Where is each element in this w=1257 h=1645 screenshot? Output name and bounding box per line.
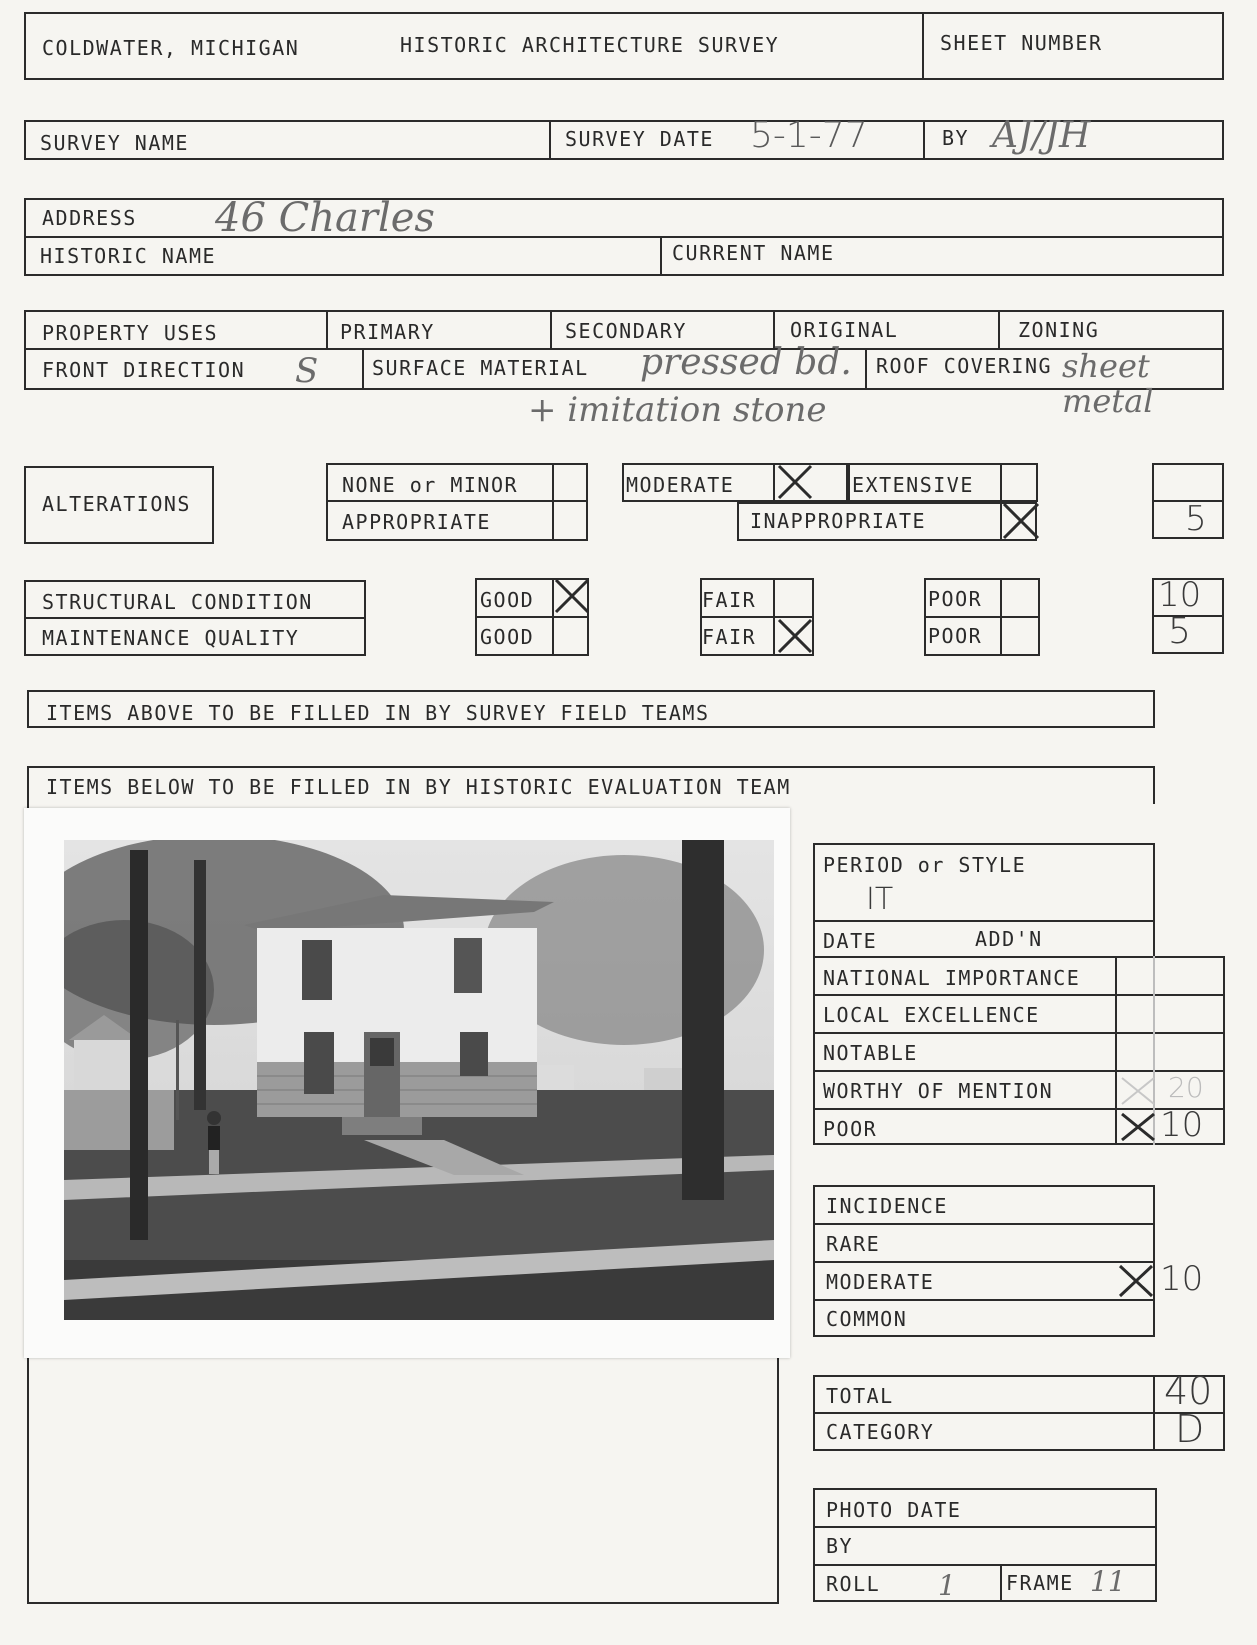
structural-label: STRUCTURAL CONDITION — [42, 590, 313, 614]
note-below: ITEMS BELOW TO BE FILLED IN BY HISTORIC EVALUATION TEAM — [46, 775, 791, 799]
inc-row-1 — [813, 1223, 1155, 1225]
maintenance-fair-check-mark[interactable] — [775, 616, 815, 656]
poor-check-div — [1000, 578, 1002, 656]
roof-covering-label: ROOF COVERING — [876, 354, 1053, 378]
roll-value[interactable]: 1 — [938, 1569, 956, 1602]
category-value[interactable]: D — [1175, 1407, 1205, 1451]
none-minor-row-divider — [326, 500, 588, 502]
front-direction-label: FRONT DIRECTION — [42, 358, 246, 382]
lower-frame-bottom — [27, 1602, 779, 1604]
national-importance-label: NATIONAL IMPORTANCE — [823, 966, 1081, 990]
header-title: HISTORIC ARCHITECTURE SURVEY — [400, 33, 780, 57]
structural-good-check-mark[interactable] — [552, 576, 592, 616]
extensive-label: EXTENSIVE — [852, 473, 974, 497]
roof-covering-line2[interactable]: metal — [1062, 382, 1154, 420]
maintenance-poor-label: POOR — [928, 624, 983, 648]
totals-col — [1153, 1375, 1155, 1451]
prop-v2 — [550, 310, 552, 348]
photo-info-row-1 — [813, 1526, 1157, 1528]
moderate-incidence-score[interactable]: 10 — [1160, 1259, 1204, 1299]
date-label: DATE — [823, 929, 878, 953]
photo-date-label: PHOTO DATE — [826, 1498, 962, 1522]
moderate-label: MODERATE — [626, 473, 735, 497]
notable-label: NOTABLE — [823, 1041, 918, 1065]
eval-row-4 — [813, 1032, 1225, 1034]
surface-material-line1[interactable]: pressed bd. — [640, 342, 852, 383]
maintenance-good-label: GOOD — [480, 625, 535, 649]
inc-row-2 — [813, 1261, 1155, 1263]
zoning-label: ZONING — [1018, 318, 1100, 342]
structural-good-label: GOOD — [480, 588, 535, 612]
period-value[interactable]: IT — [866, 882, 894, 917]
note-below-top — [27, 766, 1155, 768]
total-value[interactable]: 40 — [1164, 1369, 1213, 1413]
survey-name-label: SURVEY NAME — [40, 131, 189, 155]
total-label: TOTAL — [826, 1384, 894, 1408]
worthy-erased-mark — [1118, 1074, 1158, 1108]
primary-label: PRIMARY — [340, 320, 435, 344]
address-divider — [24, 236, 1224, 238]
category-label: CATEGORY — [826, 1420, 935, 1444]
structural-score[interactable]: 10 — [1158, 575, 1202, 615]
prop-v5 — [362, 348, 364, 390]
original-label: ORIGINAL — [790, 318, 899, 342]
addn-label: ADD'N — [975, 927, 1043, 951]
structural-poor-label: POOR — [928, 587, 983, 611]
prop-v4 — [998, 310, 1000, 348]
secondary-label: SECONDARY — [565, 319, 687, 343]
poor-label: POOR — [823, 1117, 878, 1141]
moderate-check-mark[interactable] — [775, 462, 815, 502]
address-value[interactable]: 46 Charles — [215, 195, 435, 241]
poor-score[interactable]: 10 — [1160, 1105, 1204, 1145]
eval-col-2 — [1223, 956, 1225, 1145]
photo-info-col — [1000, 1564, 1002, 1602]
frame-label: FRAME — [1006, 1571, 1074, 1595]
survey-by-label: BY — [942, 126, 970, 150]
inc-row-3 — [813, 1299, 1155, 1301]
current-name-divider — [660, 236, 662, 276]
survey-date-value[interactable]: 5-1-77 — [750, 115, 868, 156]
survey-div-2 — [923, 120, 925, 160]
local-excellence-label: LOCAL EXCELLENCE — [823, 1003, 1040, 1027]
rare-label: RARE — [826, 1232, 881, 1256]
poor-check-mark[interactable] — [1118, 1110, 1158, 1144]
surface-material-label: SURFACE MATERIAL — [372, 356, 589, 380]
alterations-score[interactable]: 5 — [1185, 499, 1207, 539]
eval-row-1 — [813, 920, 1155, 922]
note-below-left — [27, 766, 29, 808]
incidence-label: INCIDENCE — [826, 1194, 948, 1218]
eval-row-2 — [813, 956, 1225, 958]
survey-by-value[interactable]: AJ/JH — [992, 115, 1091, 156]
current-name-label: CURRENT NAME — [672, 241, 835, 265]
prop-v6 — [865, 348, 867, 390]
condition-label-divider — [24, 617, 366, 619]
alterations-label: ALTERATIONS — [42, 492, 191, 516]
historic-name-label: HISTORIC NAME — [40, 244, 217, 268]
maintenance-label: MAINTENANCE QUALITY — [42, 626, 300, 650]
note-below-right — [1153, 766, 1155, 804]
header-divider — [922, 12, 924, 80]
property-photo — [24, 808, 790, 1358]
common-label: COMMON — [826, 1307, 908, 1331]
good-divider — [475, 616, 589, 618]
eval-col-1 — [1115, 956, 1117, 1145]
period-label: PERIOD or STYLE — [823, 853, 1027, 877]
house-photo-image — [64, 840, 774, 1320]
inappropriate-label: INAPPROPRIATE — [750, 509, 927, 533]
moderate-incidence-check-mark[interactable] — [1116, 1262, 1156, 1300]
none-minor-check-div — [552, 463, 554, 541]
survey-date-label: SURVEY DATE — [565, 127, 714, 151]
maintenance-fair-label: FAIR — [702, 625, 757, 649]
moderate-incidence-label: MODERATE — [826, 1270, 935, 1294]
worthy-score[interactable]: 20 — [1168, 1071, 1204, 1104]
property-divider — [24, 348, 1224, 350]
header-location: COLDWATER, MICHIGAN — [42, 36, 300, 60]
survey-div-1 — [549, 120, 551, 160]
sheet-number-label: SHEET NUMBER — [940, 31, 1103, 55]
photo-by-label: BY — [826, 1534, 854, 1558]
prop-v1 — [326, 310, 328, 348]
appropriate-label: APPROPRIATE — [342, 510, 491, 534]
roll-label: ROLL — [826, 1572, 881, 1596]
frame-value[interactable]: 11 — [1090, 1565, 1126, 1598]
eval-row-3 — [813, 994, 1225, 996]
inappropriate-check-mark[interactable] — [1000, 500, 1042, 542]
front-direction-value[interactable]: S — [295, 351, 319, 391]
maintenance-score[interactable]: 5 — [1168, 611, 1191, 652]
eval-row-5 — [813, 1070, 1225, 1072]
lower-frame-left — [27, 1340, 29, 1602]
address-label: ADDRESS — [42, 206, 137, 230]
structural-fair-label: FAIR — [702, 588, 757, 612]
property-uses-label: PROPERTY USES — [42, 321, 219, 345]
note-above: ITEMS ABOVE TO BE FILLED IN BY SURVEY FIELD TEAMS — [46, 701, 710, 725]
roof-covering-line1[interactable]: sheet — [1062, 347, 1150, 385]
surface-material-line2[interactable]: + imitation stone — [528, 390, 827, 430]
none-minor-label: NONE or MINOR — [342, 473, 519, 497]
poor-divider — [924, 616, 1040, 618]
worthy-label: WORTHY OF MENTION — [823, 1079, 1054, 1103]
